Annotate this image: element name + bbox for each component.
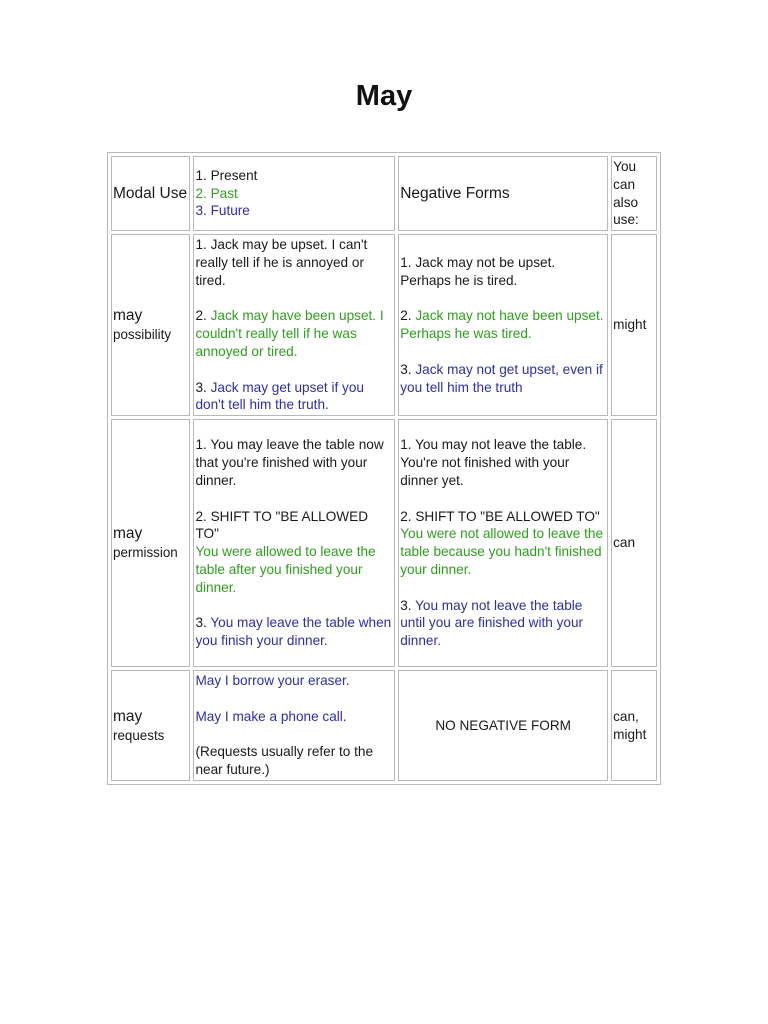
page-title: May (355, 80, 413, 112)
modal-use-label: requests (113, 727, 165, 743)
no-negative-form-cell: NO NEGATIVE FORM (398, 670, 608, 781)
future-example: 3. Jack may get upset if you don't tell him the truth. (195, 379, 364, 413)
past-example: 2. Jack may have been upset. I couldn't really tell if he was annoyed or tired. (195, 308, 384, 359)
request-note: (Requests usually refer to the near future.) (195, 744, 374, 778)
tense-examples-cell (193, 419, 395, 667)
neg-present-example: 1. Jack may not be upset. Perhaps he is tired. (400, 254, 556, 288)
negative-examples-cell (398, 234, 608, 416)
request-example: May I make a phone call. (195, 708, 347, 724)
present-example: 1. You may leave the table now that you're finished with your dinner. (195, 437, 384, 488)
also-use-cell: might (611, 234, 657, 416)
neg-past-example: 2. Jack may not have been upset. Perhaps he was tired. (400, 308, 604, 342)
modal-word: may (113, 707, 143, 725)
also-use-cell: can (611, 419, 657, 667)
past-example: 2. SHIFT TO "BE ALLOWED TO" You were allowed to leave the table after you finished your dinner. (195, 508, 376, 595)
modal-cell (111, 419, 190, 667)
header-modal-use: Modal Use (111, 156, 190, 231)
table-row (111, 419, 657, 667)
table-header-row (111, 156, 657, 231)
modal-table (107, 152, 661, 785)
header-tense-future: 3. Future (195, 203, 250, 219)
future-example: 3. You may leave the table when you finish your dinner. (195, 615, 392, 649)
neg-future-example: 3. You may not leave the table until you are finished with your dinner. (400, 597, 584, 649)
header-negative-forms: Negative Forms (398, 156, 608, 231)
present-example: 1. Jack may be upset. I can't really tell if he is annoyed or tired. (195, 237, 368, 288)
modal-word: may (113, 525, 143, 543)
table-row (111, 234, 657, 416)
neg-past-example: 2. SHIFT TO "BE ALLOWED TO" You were not allowed to leave the table because you hadn't finished your dinner. (400, 508, 604, 577)
negative-examples-cell (398, 419, 608, 667)
header-tense-past: 2. Past (195, 185, 238, 201)
header-tenses (193, 156, 395, 231)
modal-word: may (113, 307, 143, 325)
table-row (111, 670, 657, 781)
modal-use-label: permission (113, 545, 178, 561)
header-also-use: You can also use: (611, 156, 657, 231)
neg-future-example: 3. Jack may not get upset, even if you tell him the truth (400, 361, 603, 395)
tense-examples-cell (193, 234, 395, 416)
modal-cell (111, 670, 190, 781)
header-tense-present: 1. Present (195, 167, 258, 183)
also-use-cell: can, might (611, 670, 657, 781)
modal-use-label: possibility (113, 327, 172, 343)
modal-cell (111, 234, 190, 416)
neg-present-example: 1. You may not leave the table. You're not finished with your dinner yet. (400, 437, 587, 488)
request-example: May I borrow your eraser. (195, 673, 350, 689)
request-examples-cell (193, 670, 395, 781)
